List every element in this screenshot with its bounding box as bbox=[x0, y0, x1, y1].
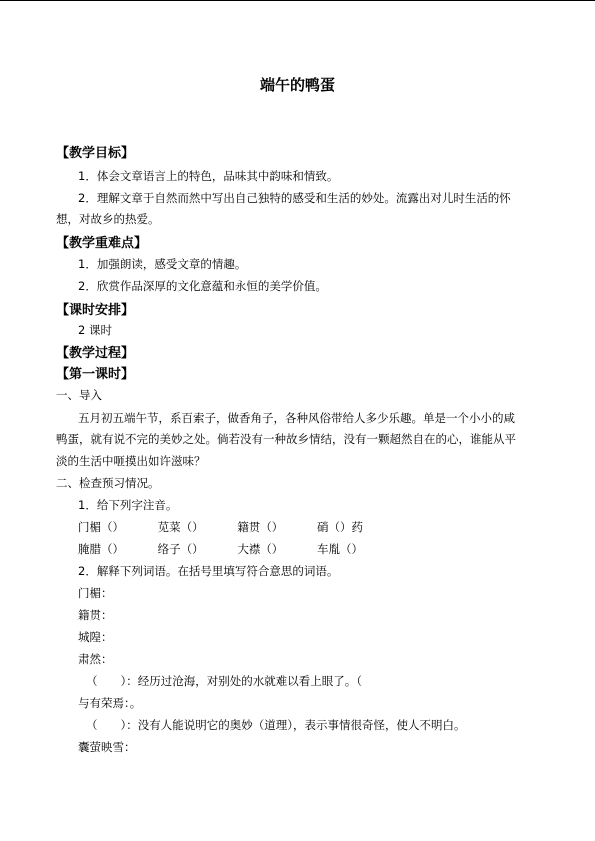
intro-paragraph-line-1: 五月初五端午节，系百索子，做香角子，各种风俗带给人多少乐趣。单是一个小小的咸 bbox=[78, 411, 515, 425]
phonetic-instruction: 1．给下列字注音。 bbox=[78, 498, 178, 512]
key-points-header: 【教学重难点】 bbox=[56, 236, 148, 251]
section-intro-heading: 一、导入 bbox=[56, 388, 102, 402]
phonetic-item: 籍贯（） bbox=[237, 520, 284, 534]
key-point-1: 1．加强朗读，感受文章的情趣。 bbox=[78, 257, 247, 271]
vocabulary-instruction: 2．解释下列词语。在括号里填写符合意思的词语。 bbox=[78, 564, 339, 578]
phonetic-item: 腌腊（） bbox=[78, 542, 124, 556]
page-title: 端午的鸭蛋 bbox=[259, 76, 335, 94]
vocab-fill-blank: （ ）：经历过沧海，对别处的水就难以看上眼了。（ bbox=[86, 674, 362, 688]
phonetic-item: 苋菜（） bbox=[157, 520, 204, 534]
phonetic-row-2 bbox=[78, 541, 595, 557]
lesson-header: 【第一课时】 bbox=[56, 367, 135, 382]
goal-item-1: 1．体会文章语言上的特色，品味其中韵味和情致。 bbox=[78, 169, 339, 183]
vocab-term: 与有荣焉：。 bbox=[78, 696, 142, 710]
process-header: 【教学过程】 bbox=[56, 346, 135, 361]
phonetic-item: 络子（） bbox=[157, 542, 204, 556]
phonetic-item: 大襟（） bbox=[237, 542, 284, 556]
vocab-term: 城隍： bbox=[78, 630, 113, 644]
vocab-term: 籍贯： bbox=[78, 608, 113, 622]
schedule-value: 2 课时 bbox=[78, 323, 112, 337]
intro-paragraph-line-3: 淡的生活中咂摸出如许滋味？ bbox=[56, 454, 206, 468]
phonetic-row-1 bbox=[78, 519, 595, 535]
vocab-term: 门楣： bbox=[78, 586, 113, 600]
phonetic-item: 门楣（） bbox=[78, 520, 124, 534]
vocab-fill-blank: （ ）：没有人能说明它的奥妙（道理），表示事情很奇怪，使人不明白。 bbox=[86, 718, 466, 732]
phonetic-item: 硝（）药 bbox=[316, 520, 363, 534]
key-point-2: 2．欣赏作品深厚的文化意蕴和永恒的美学价值。 bbox=[78, 279, 327, 293]
section-preview-heading: 二、检查预习情况。 bbox=[56, 476, 160, 490]
phonetic-item: 车胤（） bbox=[316, 542, 363, 556]
vocab-term: 肃然： bbox=[78, 652, 113, 666]
goal-item-2: 2．理解文章于自然而然中写出自己独特的感受和生活的妙处。流露出对儿时生活的怀 bbox=[78, 191, 511, 205]
goals-header: 【教学目标】 bbox=[56, 146, 135, 161]
intro-paragraph-line-2: 鸭蛋，就有说不完的美妙之处。倘若没有一种故乡情结，没有一颗超然自在的心，谁能从平 bbox=[56, 432, 516, 446]
vocab-term: 囊萤映雪： bbox=[78, 740, 136, 754]
schedule-header: 【课时安排】 bbox=[56, 303, 135, 318]
goal-item-2-cont: 想，对故乡的热爱。 bbox=[56, 212, 160, 226]
top-rule bbox=[0, 0, 595, 1]
